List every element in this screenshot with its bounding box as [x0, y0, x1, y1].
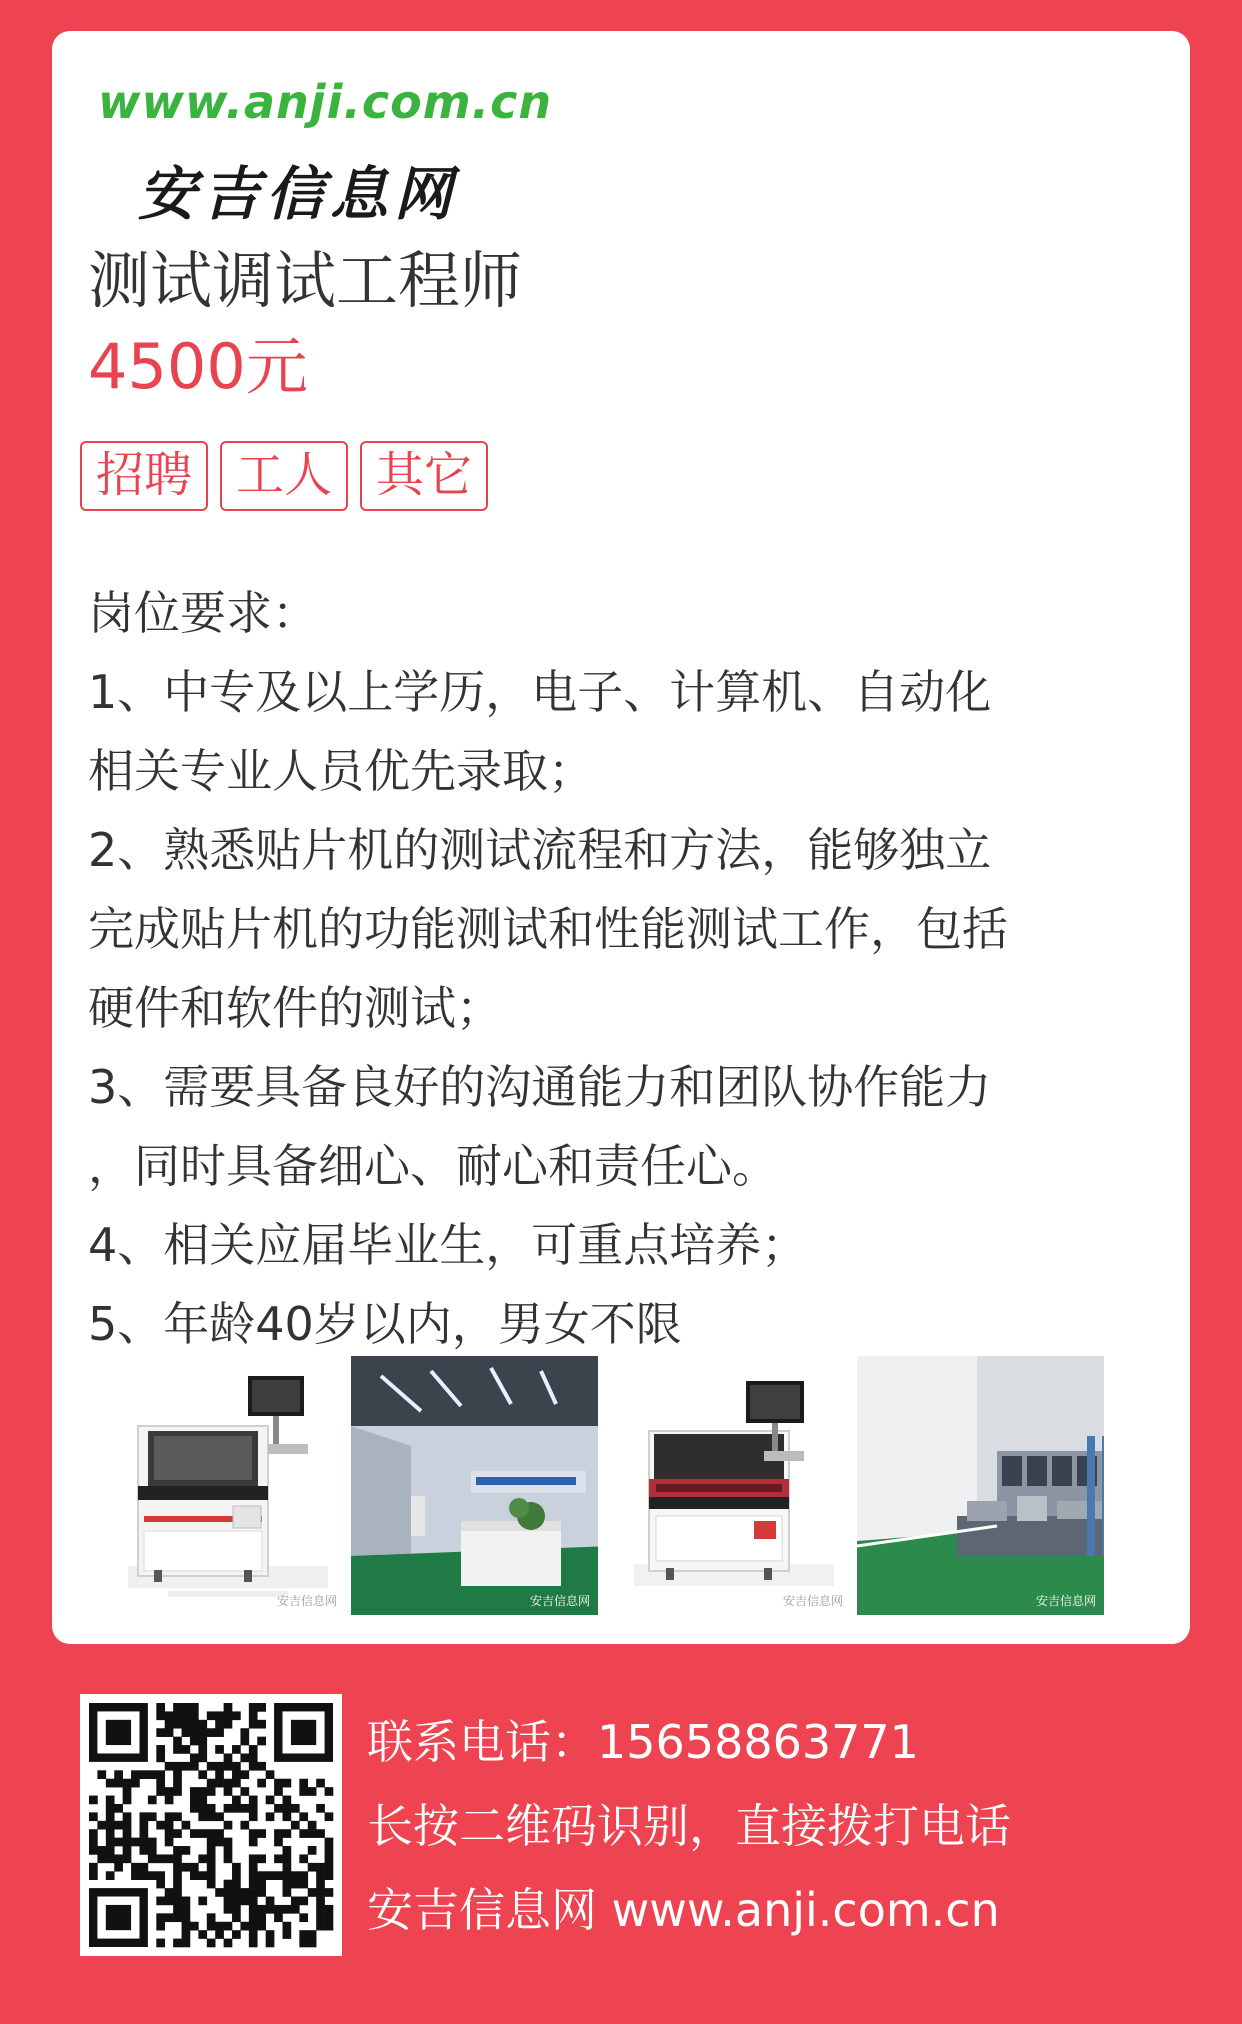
- logo-name: 安吉信息网: [138, 160, 459, 228]
- contact-info: [367, 1700, 1011, 1952]
- photo-watermark: 安吉信息网: [276, 1594, 337, 1608]
- requirement-line: 2、熟悉贴片机的测试流程和方法，能够独立: [88, 823, 992, 877]
- requirement-line: 4、相关应届毕业生，可重点培养；: [88, 1218, 808, 1272]
- photo-watermark: 安吉信息网: [529, 1594, 590, 1608]
- site-logo[interactable]: [98, 75, 553, 228]
- placement-machine-image: [604, 1356, 851, 1615]
- requirement-line: 相关专业人员优先录取；: [88, 744, 594, 798]
- photo-machine-2[interactable]: [604, 1356, 851, 1615]
- site-line[interactable]: 安吉信息网 www.anji.com.cn: [367, 1883, 1000, 1937]
- requirement-line: 硬件和软件的测试；: [88, 981, 502, 1035]
- tag-recruit[interactable]: 招聘: [80, 441, 208, 511]
- office-reception-image: [351, 1356, 598, 1615]
- workshop-image: [857, 1356, 1104, 1615]
- tag-other[interactable]: 其它: [360, 441, 488, 511]
- logo-url: www.anji.com.cn: [98, 75, 553, 129]
- requirement-line: ，同时具备细心、耐心和责任心。: [88, 1139, 778, 1193]
- photo-watermark: 安吉信息网: [782, 1594, 843, 1608]
- photo-machine-1[interactable]: [98, 1356, 345, 1615]
- qr-code-image: [80, 1694, 342, 1956]
- placement-machine-image: [98, 1356, 345, 1615]
- job-title: 测试调试工程师: [88, 244, 523, 317]
- requirement-line: 5、年龄40岁以内，男女不限: [88, 1297, 682, 1351]
- photo-workshop[interactable]: [857, 1356, 1104, 1615]
- tag-list: [80, 441, 488, 511]
- photo-gallery: [98, 1356, 1104, 1615]
- photo-office[interactable]: [351, 1356, 598, 1615]
- salary: 4500元: [88, 330, 308, 403]
- requirement-line: 3、需要具备良好的沟通能力和团队协作能力: [88, 1060, 992, 1114]
- job-requirements: [88, 574, 1168, 1364]
- requirement-line: 完成贴片机的功能测试和性能测试工作，包括: [88, 902, 1008, 956]
- contact-phone[interactable]: 联系电话：15658863771: [367, 1715, 919, 1769]
- tag-worker[interactable]: 工人: [220, 441, 348, 511]
- photo-watermark: 安吉信息网: [1035, 1594, 1096, 1608]
- requirements-heading: 岗位要求：: [88, 586, 318, 640]
- qr-hint: 长按二维码识别，直接拨打电话: [367, 1799, 1011, 1853]
- qr-code[interactable]: [80, 1694, 342, 1956]
- requirement-line: 1、中专及以上学历，电子、计算机、自动化: [88, 665, 992, 719]
